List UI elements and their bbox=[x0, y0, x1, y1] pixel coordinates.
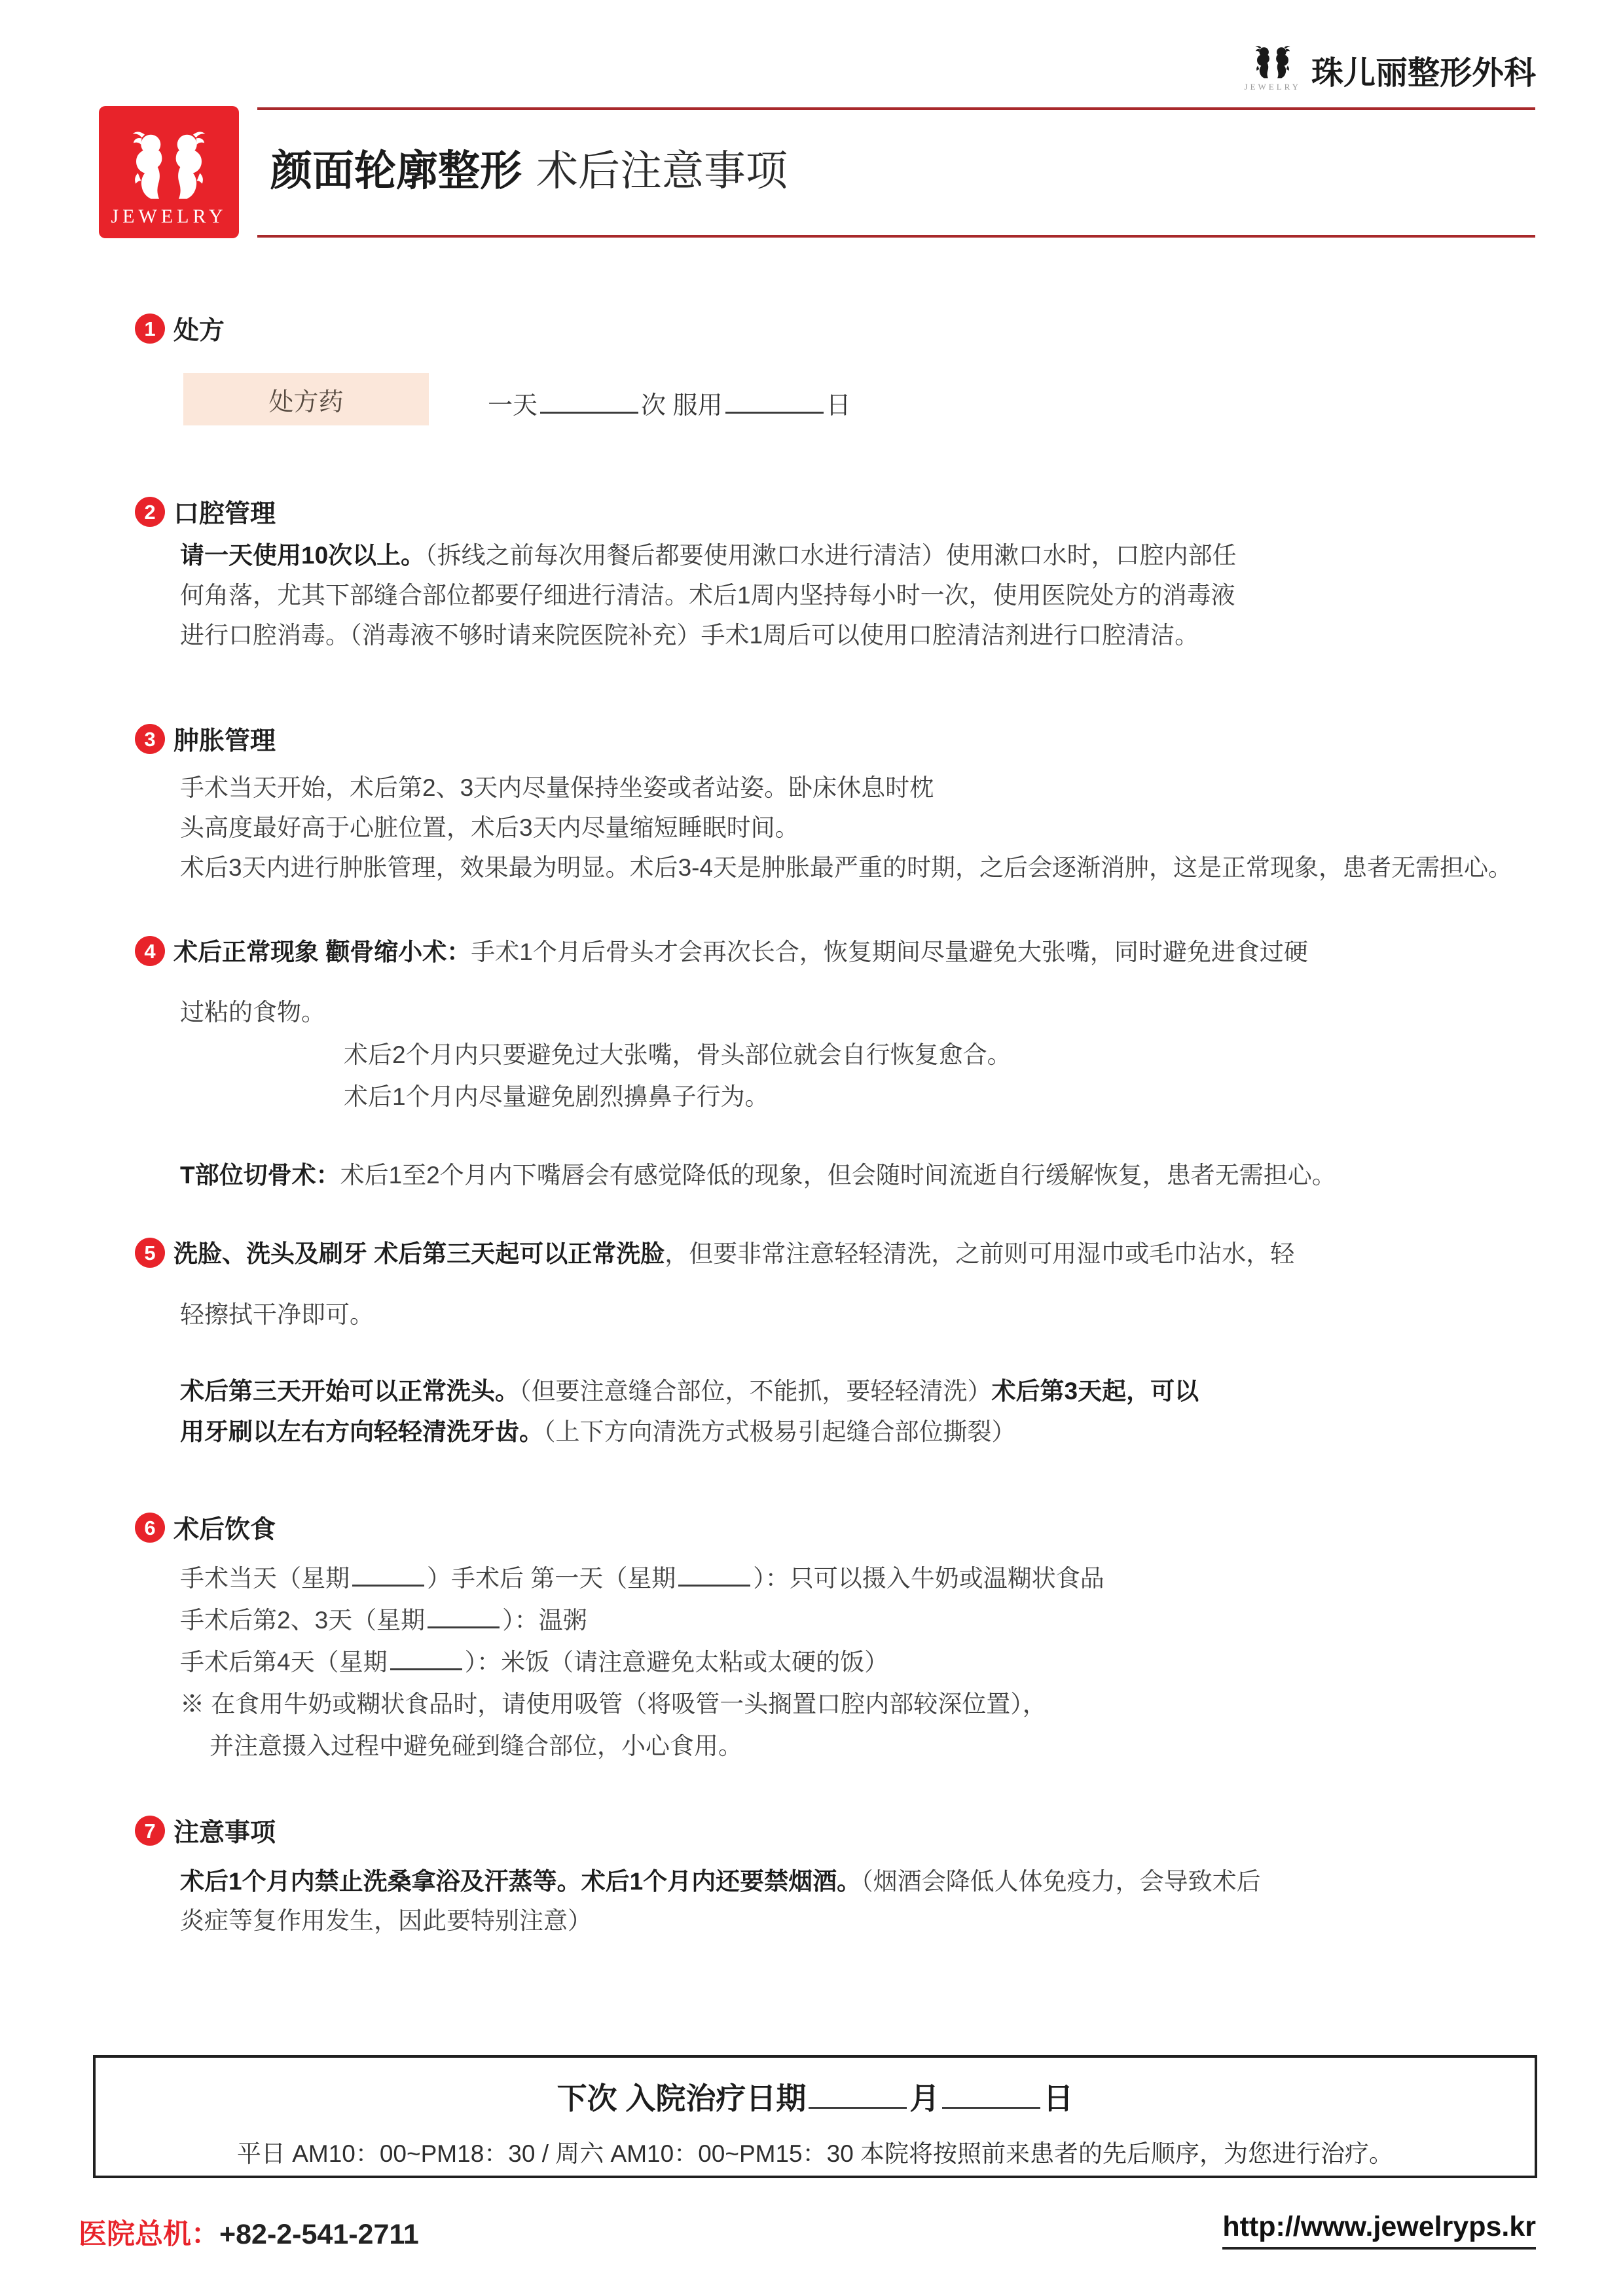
straw-note-line1: ※ 在食用牛奶或糊状食品时，请使用吸管（将吸管一头搁置口腔内部较深位置）， bbox=[180, 1691, 1047, 1717]
section-6-number-badge: 6 bbox=[135, 1513, 165, 1543]
section-1-number-badge: 1 bbox=[135, 314, 165, 344]
swelling-line2: 头高度最好高于心脏位置，术后3天内尽量缩短睡眠时间。 bbox=[180, 814, 799, 841]
section-6-header bbox=[135, 1509, 276, 1546]
no-smoking-bold: 术后1个月内还要禁烟酒。 bbox=[581, 1868, 862, 1895]
jewelry-logo-box bbox=[99, 106, 239, 238]
day3-bold: 术后第3天起，可以 bbox=[991, 1378, 1199, 1405]
jewelry-twin-figures-icon bbox=[1244, 43, 1301, 92]
section-1-title: 处方 bbox=[173, 317, 225, 345]
next-visit-line bbox=[96, 2075, 1535, 2118]
diet-day4-blank bbox=[390, 1664, 462, 1670]
t-osteotomy-line bbox=[180, 1155, 1535, 1195]
section-3-number-badge: 3 bbox=[135, 724, 165, 754]
diet-day0-rest: ）：只可以摄入牛奶或温糊状食品 bbox=[753, 1565, 1104, 1592]
section-5-number-badge: 5 bbox=[135, 1238, 165, 1268]
section-5-header-row bbox=[135, 1239, 1544, 1269]
swelling-line1: 手术当天开始，术后第2、3天内尽量保持坐姿或者站姿。卧床休息时枕 bbox=[180, 774, 934, 801]
page-title bbox=[270, 137, 788, 198]
section-1-header bbox=[135, 310, 225, 347]
avoid-nose-blow-line: 术后1个月内尽量避免剧烈擤鼻子行为。 bbox=[344, 1083, 769, 1110]
diet-day23-blank bbox=[428, 1623, 500, 1628]
section-5-line2 bbox=[180, 1295, 1535, 1335]
clinic-hours: 平日 AM10：00~PM18：30 / 周六 AM10：00~PM15：30 本院将按照前来患者的先后顺序，为您进行治疗。 bbox=[236, 2140, 1394, 2167]
dose-line bbox=[488, 385, 851, 421]
section-2-number-badge: 2 bbox=[135, 497, 165, 527]
diet-day0-blank1 bbox=[352, 1581, 424, 1587]
section-4-number-badge: 4 bbox=[135, 936, 165, 966]
section-6-body bbox=[180, 1558, 1535, 1767]
oral-care-line2: 何角落，尤其下部缝合部位都要仔细进行清洁。术后1周内坚持每小时一次，使用医院处方的消毒液 bbox=[180, 582, 1235, 609]
oral-care-lead: 请一天使用10次以上。 bbox=[180, 542, 426, 569]
dose-mid: 次 服用 bbox=[641, 392, 723, 420]
prescription-pill-label: 处方药 bbox=[268, 388, 344, 416]
clinic-website-url: http://www.jewelryps.kr bbox=[1222, 2211, 1536, 2250]
no-sauna-bold: 术后1个月内禁止洗桑拿浴及汗蒸等。 bbox=[180, 1868, 581, 1895]
phone-label: 医院总机： bbox=[79, 2219, 219, 2250]
clinic-name: 珠儿丽整形外科 bbox=[1311, 56, 1536, 91]
diet-day4-rest: ）：米饭（请注意避免太粘或太硬的饭） bbox=[464, 1649, 889, 1676]
phone-number: +82-2-541-2711 bbox=[219, 2219, 419, 2250]
avoid-mouth-open-line: 术后2个月内只要避免过大张嘴，骨头部位就会自行恢复愈合。 bbox=[344, 1041, 1012, 1068]
prescription-pill bbox=[183, 373, 429, 425]
section-3-title: 肿胀管理 bbox=[173, 727, 276, 755]
section-6-title: 术后饮食 bbox=[173, 1516, 276, 1544]
diet-day23-rest: ）：温粥 bbox=[502, 1607, 587, 1634]
hair-wash-note: （但要注意缝合部位，不能抓，要轻轻清洗） bbox=[519, 1378, 992, 1405]
diet-day0-mid: ）手术后 第一天（星期 bbox=[427, 1565, 676, 1592]
section-7-number-badge: 7 bbox=[135, 1816, 165, 1846]
toothbrush-note: （上下方向清洗方式极易引起缝合部位撕裂） bbox=[543, 1418, 1016, 1445]
toothbrush-bold: 用牙刷以左右方向轻轻清洗牙齿。 bbox=[180, 1418, 543, 1445]
normal-phenomena-rest: 手术1个月后骨头才会再次长合，恢复期间尽量避免大张嘴，同时避免进食过硬 bbox=[471, 939, 1308, 965]
smoking-note: （烟酒会降低人体免疫力，会导致术后 bbox=[861, 1868, 1261, 1895]
section-4-line2 bbox=[180, 992, 1535, 1032]
diet-day0-blank2 bbox=[678, 1581, 750, 1587]
clinic-brand bbox=[1244, 43, 1536, 92]
section-3-header bbox=[135, 721, 276, 757]
header-rule-top bbox=[257, 107, 1535, 110]
next-visit-month-blank bbox=[809, 2103, 907, 2109]
t-osteotomy-heading: T部位切骨术： bbox=[180, 1162, 340, 1189]
wipe-clean-line: 轻擦拭干净即可。 bbox=[180, 1301, 374, 1328]
section-5-paragraph-2 bbox=[180, 1371, 1535, 1452]
section-2-title: 口腔管理 bbox=[173, 500, 276, 528]
next-visit-box bbox=[93, 2055, 1537, 2178]
next-visit-day-label: 日 bbox=[1043, 2081, 1074, 2115]
normal-phenomena-heading: 术后正常现象 颧骨缩小术： bbox=[173, 939, 471, 965]
inflammation-note: 炎症等复作用发生，因此要特别注意） bbox=[180, 1907, 592, 1934]
sticky-food-line: 过粘的食物。 bbox=[180, 999, 325, 1026]
section-7-header bbox=[135, 1812, 276, 1849]
page-title-sub: 术后注意事项 bbox=[536, 147, 788, 194]
t-osteotomy-rest: 术后1至2个月内下嘴唇会有感觉降低的现象，但会随时间流逝自行缓解恢复，患者无需担心。 bbox=[340, 1162, 1336, 1189]
swelling-line3: 术后3天内进行肿胀管理，效果最为明显。术后3-4天是肿胀最严重的时期，之后会逐渐消肿，这是正常现象，患者无需担心。 bbox=[180, 854, 1513, 881]
header-rule-bottom bbox=[257, 235, 1535, 238]
logo-caption: JEWELRY bbox=[111, 206, 227, 227]
next-visit-day-blank bbox=[942, 2103, 1040, 2109]
diet-day23-pre: 手术后第2、3天（星期 bbox=[180, 1607, 426, 1634]
section-4-header-row bbox=[135, 937, 1544, 967]
hair-wash-bold: 术后第三天开始可以正常洗头。 bbox=[180, 1378, 519, 1405]
page-title-main: 颜面轮廓整形 bbox=[270, 147, 522, 194]
section-2-header bbox=[135, 493, 276, 530]
straw-note-line2: 并注意摄入过程中避免碰到缝合部位，小心食用。 bbox=[210, 1732, 742, 1759]
next-visit-pre: 下次 入院治疗日期 bbox=[556, 2081, 807, 2115]
dose-times-blank bbox=[540, 408, 638, 414]
jewelry-twin-figures-icon bbox=[120, 127, 218, 204]
dose-days-blank bbox=[725, 408, 824, 414]
section-7-title: 注意事项 bbox=[173, 1819, 276, 1847]
section-3-body bbox=[180, 768, 1535, 888]
diet-day0-pre: 手术当天（星期 bbox=[180, 1565, 350, 1592]
dose-end: 日 bbox=[826, 392, 851, 420]
washing-heading: 洗脸、洗头及刷牙 术后第三天起可以正常洗脸 bbox=[173, 1240, 665, 1267]
brand-caption: JEWELRY bbox=[1244, 82, 1301, 92]
washing-rest: ，但要非常注意轻轻清洗，之前则可用湿巾或毛巾沾水，轻 bbox=[665, 1240, 1295, 1267]
dose-pre: 一天 bbox=[488, 392, 538, 420]
diet-day4-pre: 手术后第4天（星期 bbox=[180, 1649, 388, 1676]
clinic-phone bbox=[79, 2212, 419, 2252]
section-7-body bbox=[180, 1862, 1535, 1941]
section-4-indented bbox=[344, 1034, 1535, 1118]
next-visit-month-label: 月 bbox=[909, 2081, 940, 2115]
oral-care-line3: 进行口腔消毒。（消毒液不够时请来院医院补充）手术1周后可以使用口腔清洁剂进行口腔清洁。 bbox=[180, 622, 1199, 649]
section-2-body bbox=[180, 535, 1535, 655]
oral-care-line1: （拆线之前每次用餐后都要使用漱口水进行清洁）使用漱口水时，口腔内部任 bbox=[425, 542, 1237, 569]
